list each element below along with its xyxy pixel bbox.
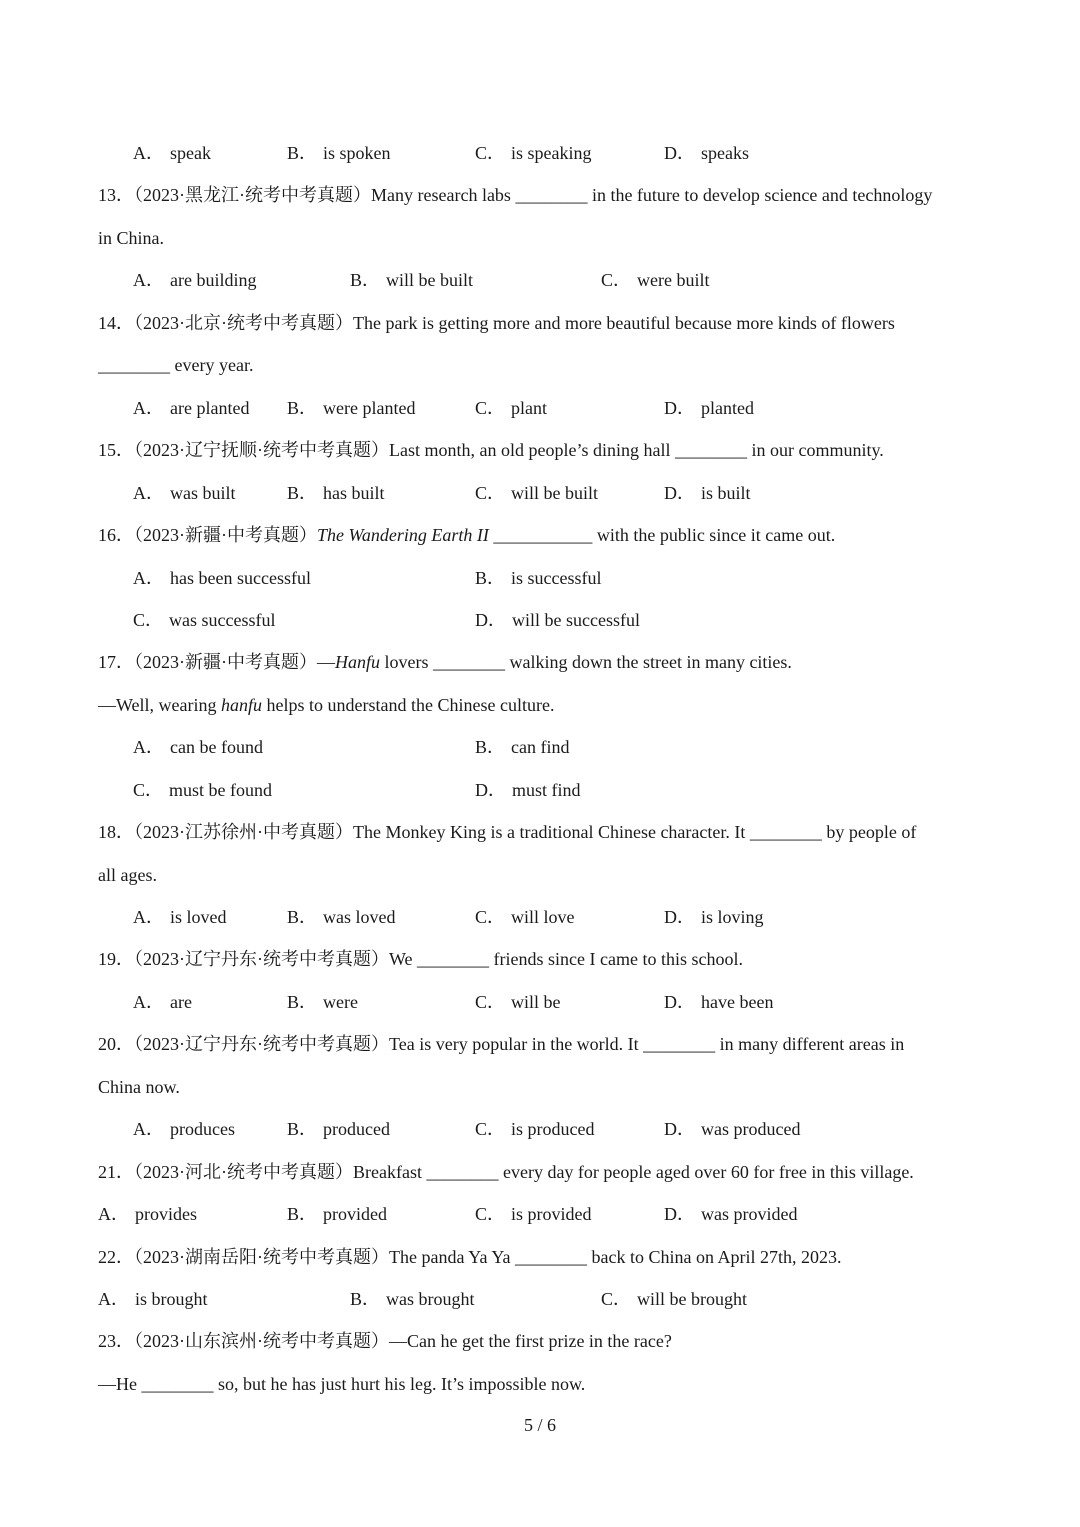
q16-option-b: B． is successful	[475, 568, 602, 588]
q22-options	[0, 1287, 1080, 1311]
q13-option-c: C． were built	[601, 270, 710, 290]
q12-option-d: D． speaks	[664, 143, 749, 163]
q16-option-a: A． has been successful	[133, 568, 311, 588]
q20-option-d: D． was produced	[664, 1119, 801, 1139]
q22-option-a: A． is brought	[98, 1289, 208, 1309]
q14-option-b: B． were planted	[287, 398, 416, 418]
q12-options	[0, 141, 1080, 165]
q20-stem: 20．（2023·辽宁丹东·统考中考真题）Tea is very popular in the world. It ________ in many different areas in	[98, 1034, 905, 1054]
q20-option-c: C． is produced	[475, 1119, 595, 1139]
q16-option-c: C． was successful	[133, 610, 276, 630]
q12-option-b: B． is spoken	[287, 143, 391, 163]
q13-option-b: B． will be built	[350, 270, 474, 290]
q15-options	[0, 481, 1080, 505]
q12-option-a: A． speak	[133, 143, 211, 163]
q21-options	[0, 1202, 1080, 1226]
q21-option-b: B． provided	[287, 1204, 387, 1224]
q15-option-a: A． was built	[133, 483, 236, 503]
q17-option-b: B． can find	[475, 737, 570, 757]
q18-stem: 18．（2023·江苏徐州·中考真题）The Monkey King is a traditional Chinese character. It ________ by people of	[98, 822, 917, 842]
q14-stem-cont: ________ every year.	[98, 355, 254, 375]
q13-options	[0, 268, 1080, 292]
q18-option-c: C． will love	[475, 907, 575, 927]
q15-option-d: D． is built	[664, 483, 751, 503]
q20-stem-cont: China now.	[98, 1077, 180, 1097]
q23-stem-cont: —He ________ so, but he has just hurt his leg. It’s impossible now.	[98, 1374, 586, 1394]
q20-options	[0, 1117, 1080, 1141]
q17-options-row2	[0, 778, 1080, 802]
q17-option-c: C． must be found	[133, 780, 273, 800]
q19-option-d: D． have been	[664, 992, 774, 1012]
q18-option-d: D． is loving	[664, 907, 764, 927]
q19-options	[0, 990, 1080, 1014]
q16-options-row1	[0, 566, 1080, 590]
q18-stem-cont: all ages.	[98, 865, 157, 885]
q18-option-a: A． is loved	[133, 907, 227, 927]
q13-stem-cont: in China.	[98, 228, 164, 248]
q14-options	[0, 396, 1080, 420]
q14-option-d: D． planted	[664, 398, 754, 418]
q14-option-a: A． are planted	[133, 398, 250, 418]
q17-option-d: D． must find	[475, 780, 581, 800]
q19-option-c: C． will be	[475, 992, 561, 1012]
q13-option-a: A． are building	[133, 270, 257, 290]
q15-stem: 15．（2023·辽宁抚顺·统考中考真题）Last month, an old people’s dining hall ________ in our community.	[98, 440, 884, 460]
q22-stem: 22．（2023·湖南岳阳·统考中考真题）The panda Ya Ya ________ back to China on April 27th, 2023.	[98, 1247, 842, 1267]
q19-option-b: B． were	[287, 992, 358, 1012]
q21-stem: 21．（2023·河北·统考中考真题）Breakfast ________ every day for people aged over 60 for free in this village.	[98, 1162, 914, 1182]
q17-stem: 17．（2023·新疆·中考真题）—Hanfu lovers ________ walking down the street in many cities.	[98, 652, 792, 672]
q16-stem: 16．（2023·新疆·中考真题）The Wandering Earth II ___________ with the public since it came out.	[98, 525, 836, 545]
q18-options	[0, 905, 1080, 929]
q20-option-a: A． produces	[133, 1119, 235, 1139]
q13-stem: 13．（2023·黑龙江·统考中考真题）Many research labs ________ in the future to develop science and technology	[98, 185, 933, 205]
q21-option-d: D． was provided	[664, 1204, 798, 1224]
page-indicator: 5 / 6	[523, 1415, 556, 1435]
q17-options-row1	[0, 735, 1080, 759]
q14-option-c: C． plant	[475, 398, 548, 418]
q22-option-b: B． was brought	[350, 1289, 475, 1309]
q19-option-a: A． are	[133, 992, 192, 1012]
q14-stem: 14．（2023·北京·统考中考真题）The park is getting more and more beautiful because more kinds of flowers	[98, 313, 895, 333]
q21-option-a: A． provides	[98, 1204, 197, 1224]
q21-option-c: C． is provided	[475, 1204, 592, 1224]
q18-option-b: B． was loved	[287, 907, 396, 927]
q17-option-a: A． can be found	[133, 737, 263, 757]
q15-option-c: C． will be built	[475, 483, 599, 503]
q16-options-row2	[0, 608, 1080, 632]
q19-stem: 19．（2023·辽宁丹东·统考中考真题）We ________ friends since I came to this school.	[98, 949, 743, 969]
q16-option-d: D． will be successful	[475, 610, 640, 630]
q17-stem-cont: —Well, wearing hanfu helps to understand the Chinese culture.	[98, 695, 555, 715]
q23-stem: 23．（2023·山东滨州·统考中考真题）—Can he get the first prize in the race?	[98, 1331, 672, 1351]
q12-option-c: C． is speaking	[475, 143, 592, 163]
q15-option-b: B． has built	[287, 483, 385, 503]
q22-option-c: C． will be brought	[601, 1289, 748, 1309]
q20-option-b: B． produced	[287, 1119, 390, 1139]
